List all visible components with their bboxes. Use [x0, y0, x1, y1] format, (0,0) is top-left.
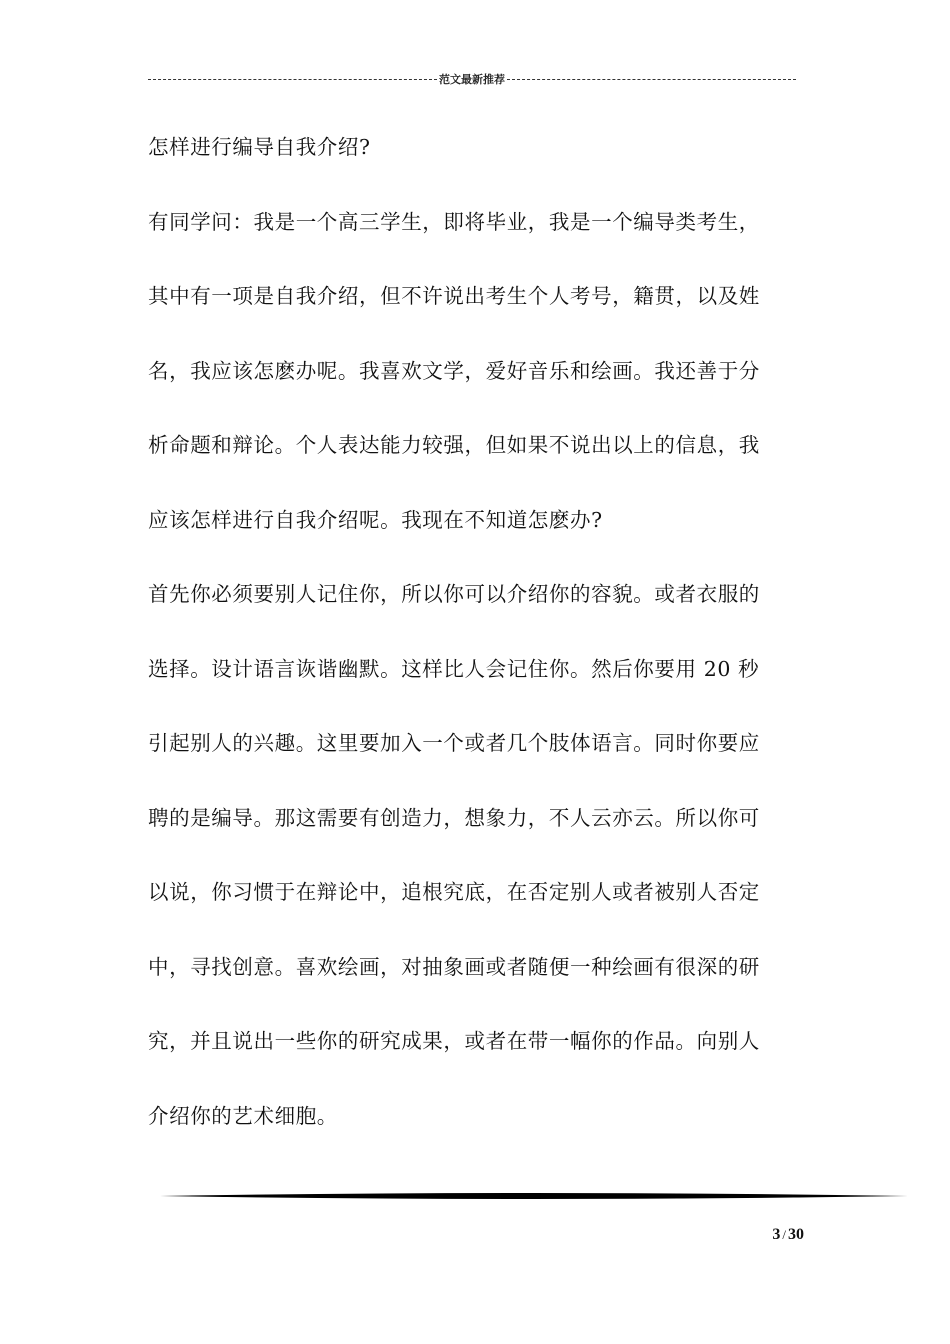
header-dash-right: [507, 79, 796, 80]
body-line: 名，我应该怎麽办呢。我喜欢文学，爱好音乐和绘画。我还善于分: [148, 358, 760, 383]
page-number-separator: /: [782, 1227, 786, 1242]
body-line: 其中有一项是自我介绍，但不许说出考生个人考号，籍贯，以及姓: [148, 284, 760, 308]
body-line: 怎样进行编导自我介绍?: [148, 135, 371, 159]
header-label: 范文最新推荐: [439, 73, 505, 86]
body-line: 首先你必须要别人记住你，所以你可以介绍你的容貌。或者衣服的: [148, 582, 760, 606]
body-line: 引起别人的兴趣。这里要加入一个或者几个肢体语言。同时你要应: [148, 731, 760, 755]
body-line: 介绍你的艺术细胞。: [148, 1103, 338, 1128]
page-number-current: 3: [772, 1226, 781, 1243]
document-body: [148, 110, 800, 1153]
body-line: 应该怎样进行自我介绍呢。我现在不知道怎麽办?: [148, 507, 603, 532]
body-line: 究，并且说出一些你的研究成果，或者在带一幅你的作品。向别人: [148, 1029, 760, 1053]
body-line: 聘的是编导。那这需要有创造力，想象力，不人云亦云。所以你可: [148, 805, 760, 830]
body-line: 选择。设计语言诙谐幽默。这样比人会记住你。然后你要用 20 秒: [148, 656, 760, 681]
page-number-total: 30: [788, 1226, 804, 1243]
page-header: [148, 68, 796, 90]
body-line: 中，寻找创意。喜欢绘画，对抽象画或者随便一种绘画有很深的研: [148, 954, 760, 979]
body-line: 有同学问：我是一个高三学生，即将毕业，我是一个编导类考生，: [148, 209, 760, 234]
footer-divider: [160, 1192, 908, 1200]
page-number: [740, 1226, 804, 1244]
body-line: 析命题和辩论。个人表达能力较强，但如果不说出以上的信息，我: [148, 433, 760, 457]
header-dash-left: [148, 79, 437, 80]
body-line: 以说，你习惯于在辩论中，追根究底，在否定别人或者被别人否定: [148, 880, 760, 904]
